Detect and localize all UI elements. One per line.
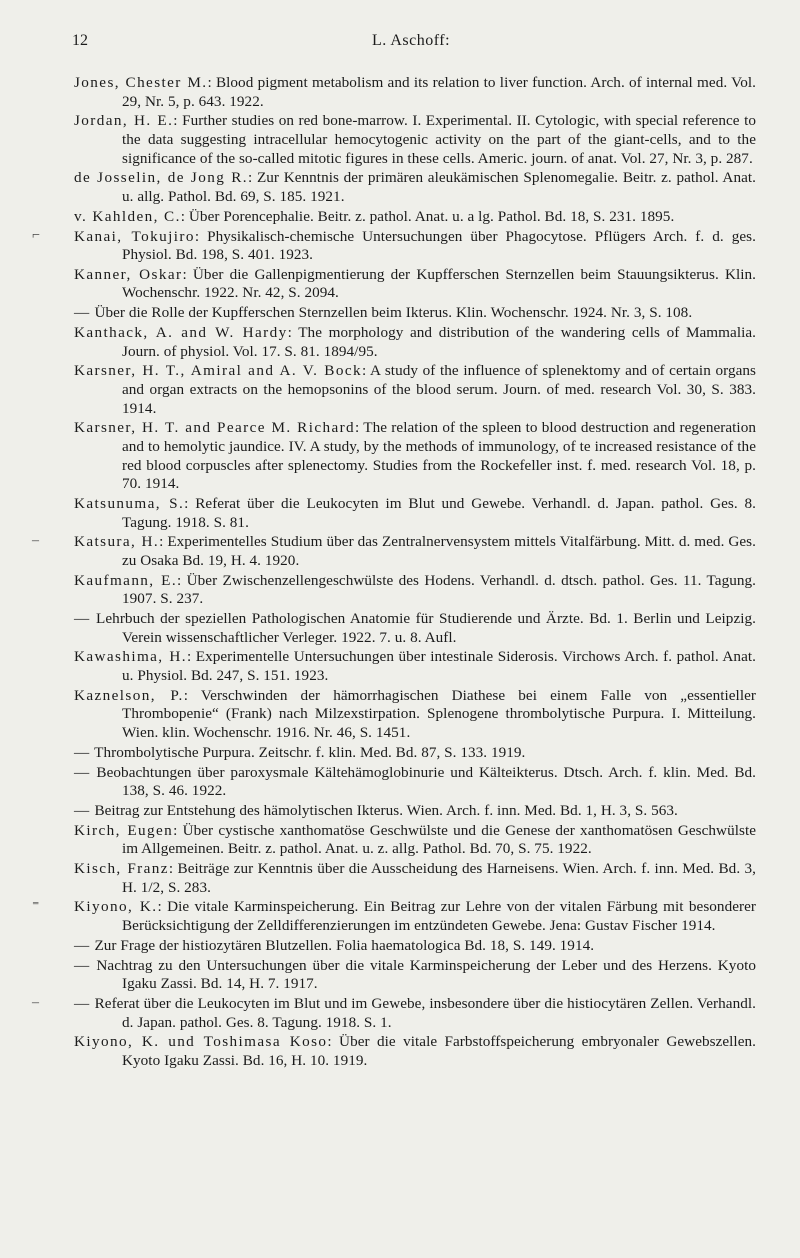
reference-text: Nachtrag zu den Untersuchungen über die vitale Karminspeicherung der Leber und des Herzens. Kyoto Igaku Zassi. Bd. 14, H. 7. 1917. bbox=[90, 956, 756, 993]
page-number: 12 bbox=[72, 32, 88, 49]
reference-entry bbox=[74, 74, 756, 111]
reference-author: Kirch, Eugen bbox=[74, 821, 174, 839]
reference-author: — bbox=[74, 801, 91, 819]
reference-separator: : bbox=[327, 1033, 332, 1051]
reference-author: Kanner, Oskar bbox=[74, 265, 183, 283]
reference-author: de Josselin, de Jong R. bbox=[74, 169, 248, 187]
reference-author: Kiyono, K. und Toshimasa Koso bbox=[74, 1033, 328, 1051]
reference-text: Referat über die Leukocyten im Blut und im Gewebe, insbesondere über die histiocytären Zellen. Verhandl. d. Japan. pathol. Ges. 8. Tagung. 1918. S. 1. bbox=[90, 995, 756, 1031]
reference-text: Über die Rolle der Kupfferschen Sternzellen beim Ikterus. Klin. Wochenschr. 1924. Nr. 3, S. 108. bbox=[90, 304, 693, 322]
reference-author: Kisch, Franz bbox=[74, 860, 169, 878]
margin-mark: – bbox=[32, 995, 39, 1010]
reference-text: Blood pigment metabolism and its relation to liver function. Arch. of internal med. Vol. 29, Nr. 5, p. 643. 1922. bbox=[122, 74, 756, 110]
reference-text: Referat über die Leukocyten im Blut und Gewebe. Verhandl. d. Japan. pathol. Ges. 8. Tagung. 1918. S. 81. bbox=[122, 494, 756, 531]
reference-entry bbox=[74, 304, 756, 323]
reference-text: Beiträge zur Kenntnis über die Ausscheidung des Harneisens. Wien. Arch. f. inn. Med. Bd. 3, H. 1/2, S. 283. bbox=[122, 860, 757, 896]
reference-text: Beitrag zur Entstehung des hämolytischen Ikterus. Wien. Arch. f. inn. Med. Bd. 1, H. 3, S. 563. bbox=[90, 801, 678, 819]
reference-entry bbox=[74, 610, 756, 647]
reference-entry bbox=[74, 495, 756, 532]
bibliography-list bbox=[74, 74, 756, 1072]
reference-text: Thrombolytische Purpura. Zeitschr. f. klin. Med. Bd. 87, S. 133. 1919. bbox=[90, 743, 526, 761]
reference-entry bbox=[74, 572, 756, 609]
reference-text: The morphology and distribution of the wandering cells of Mammalia. Journ. of physiol. Vol. 17. S. 81. 1894/95. bbox=[122, 324, 757, 360]
reference-entry bbox=[74, 208, 756, 227]
reference-text: Die vitale Karminspeicherung. Ein Beitrag zur Lehre von der vitalen Färbung mit besonderer Berücksichtigung der Zelldifferenzierungen im entzündeten Gewebe. Jena: Gustav Fischer 1914. bbox=[122, 898, 757, 935]
reference-text: Über die vitale Farbstoffspeicherung embryonaler Gewebszellen. Kyoto Igaku Zassi. Bd. 16, H. 10. 1919. bbox=[122, 1033, 756, 1069]
reference-entry bbox=[74, 362, 756, 418]
reference-separator: : bbox=[159, 533, 164, 551]
reference-entry bbox=[74, 324, 756, 361]
reference-entry bbox=[74, 687, 756, 743]
reference-separator: : bbox=[287, 324, 292, 342]
reference-text: Lehrbuch der speziellen Pathologischen Anatomie für Studierende und Ärzte. Bd. 1. Berlin und Leipzig. Verein wissenschaftlicher Verleger. 1922. 7. u. 8. Aufl. bbox=[90, 610, 756, 646]
reference-separator: : bbox=[177, 571, 182, 589]
reference-entry bbox=[74, 1033, 756, 1070]
reference-separator: : bbox=[207, 74, 212, 91]
reference-author: — bbox=[74, 743, 91, 761]
reference-entry bbox=[74, 957, 756, 994]
reference-separator: : bbox=[184, 494, 189, 512]
reference-entry bbox=[74, 937, 756, 956]
reference-author: Jordan, H. E. bbox=[74, 112, 174, 130]
reference-author: — bbox=[74, 763, 91, 781]
reference-separator: : bbox=[186, 648, 192, 666]
reference-author: Katsunuma, S. bbox=[74, 494, 185, 512]
reference-text: Beobachtungen über paroxysmale Kältehämoglobinurie und Kälteikterus. Dtsch. Arch. f. klin. Med. Bd. 138, S. 46. 1922. bbox=[90, 763, 756, 800]
reference-separator: : bbox=[361, 362, 367, 380]
reference-entry bbox=[74, 822, 756, 859]
reference-author: — bbox=[74, 304, 91, 322]
reference-entry bbox=[74, 995, 756, 1032]
reference-entry bbox=[74, 419, 756, 493]
reference-author: Karsner, H. T., Amiral and A. V. Bock bbox=[74, 362, 362, 380]
reference-text: Über Zwischenzellengeschwülste des Hodens. Verhandl. d. dtsch. pathol. Ges. 11. Tagung. 1907. S. 237. bbox=[122, 571, 756, 608]
reference-separator: : bbox=[173, 112, 178, 130]
reference-text: Experimentelles Studium über das Zentralnervensystem mittels Vitalfärbung. Mitt. d. med. Ges. zu Osaka Bd. 19, H. 4. 1920. bbox=[122, 533, 756, 569]
reference-author: Jones, Chester M. bbox=[74, 74, 208, 91]
reference-text: Über die Gallenpigmentierung der Kupfferschen Sternzellen beim Stauungsikterus. Klin. Wochenschr. 1922. Nr. 42, S. 2094. bbox=[122, 265, 757, 302]
reference-author: — bbox=[74, 936, 91, 954]
margin-mark: – bbox=[32, 533, 39, 548]
reference-text: Further studies on red bone-marrow. I. Experimental. II. Cytologic, with special reference to the data suggesting intracellular hemocytogenic activity on the part of the giant-cells, and to the significance of the so-called mitotic figures in these cells. Americ. journ. of anat. Vol. 27, Nr. 3, p. 287. bbox=[122, 112, 757, 167]
reference-author: Katsura, H. bbox=[74, 533, 160, 551]
reference-text: A study of the influence of splenektomy and of certain organs and organ extracts on the hemopsonins of the blood serum. Journ. of med. research Vol. 30, S. 383. 1914. bbox=[122, 362, 756, 417]
margin-mark: ⁼ bbox=[32, 899, 40, 914]
reference-separator: : bbox=[355, 419, 360, 437]
reference-entry bbox=[74, 802, 756, 821]
reference-text: Physikalisch-chemische Untersuchungen über Phagocytose. Pflügers Arch. f. d. ges. Physiol. Bd. 198, S. 401. 1923. bbox=[122, 227, 756, 264]
reference-separator: : bbox=[180, 207, 186, 225]
reference-entry bbox=[74, 860, 756, 897]
reference-text: Zur Frage der histiozytären Blutzellen. Folia haematologica Bd. 18, S. 149. 1914. bbox=[90, 936, 595, 954]
reference-separator: : bbox=[182, 265, 187, 283]
reference-separator: : bbox=[168, 860, 174, 878]
margin-mark: ⌐ bbox=[32, 228, 40, 243]
reference-author: — bbox=[74, 610, 91, 628]
reference-separator: : bbox=[247, 169, 253, 187]
reference-author: Kanai, Tokujiro bbox=[74, 227, 195, 245]
reference-author: Kaznelson, P. bbox=[74, 686, 184, 704]
reference-separator: : bbox=[194, 227, 200, 245]
reference-text: The relation of the spleen to blood destruction and regeneration and to hemolytic jaundice. IV. A study, by the methods of immunology, of te increased resistance of the red blood corpuscles after splenectomy. Studies from the Rockefeller inst. f. med. research Vol. 18, p. 70. 1914. bbox=[122, 419, 756, 493]
reference-text: Zur Kenntnis der primären aleukämischen Splenomegalie. Beitr. z. pathol. Anat. u. allg. Pathol. Bd. 69, S. 185. 1921. bbox=[122, 169, 757, 205]
reference-entry bbox=[74, 648, 756, 685]
reference-entry bbox=[74, 744, 756, 763]
reference-entry bbox=[74, 898, 756, 935]
page-header bbox=[72, 32, 750, 54]
reference-entry bbox=[74, 228, 756, 265]
reference-author: v. Kahlden, C. bbox=[74, 207, 181, 225]
reference-separator: : bbox=[183, 686, 188, 704]
reference-text: Über cystische xanthomatöse Geschwülste und die Genese der xanthomatösen Geschwülste im Allgemeinen. Beitr. z. pathol. Anat. u. z. allg. Pathol. Bd. 70, S. 75. 1922. bbox=[122, 821, 757, 858]
reference-entry bbox=[74, 169, 756, 206]
reference-author: — bbox=[74, 995, 91, 1012]
reference-text: Experimentelle Untersuchungen über intestinale Siderosis. Virchows Arch. f. pathol. Anat. u. Physiol. Bd. 247, S. 151. 1923. bbox=[122, 648, 756, 685]
reference-author: Kanthack, A. and W. Hardy bbox=[74, 324, 288, 342]
reference-entry bbox=[74, 112, 756, 168]
running-head: L. Aschoff: bbox=[371, 32, 451, 49]
reference-author: — bbox=[74, 956, 91, 974]
reference-text: Über Porencephalie. Beitr. z. pathol. Anat. u. a lg. Pathol. Bd. 18, S. 231. 1895. bbox=[185, 207, 675, 225]
reference-entry bbox=[74, 533, 756, 570]
reference-text: Verschwinden der hämorrhagischen Diathese bei einem Falle von „essentieller Thrombopenie“ (Frank) nach Milzexstirpation. Splenogene thrombolytische Purpura. I. Mitteilung. Wien. klin. Wochenschr. 1916. Nr. 46, S. 1451. bbox=[122, 686, 756, 741]
reference-entry bbox=[74, 764, 756, 801]
reference-author: Kaufmann, E. bbox=[74, 571, 178, 589]
reference-author: Kawashima, H. bbox=[74, 648, 187, 666]
reference-author: Kiyono, K. bbox=[74, 898, 158, 916]
reference-separator: : bbox=[157, 898, 162, 916]
reference-author: Karsner, H. T. and Pearce M. Richard bbox=[74, 419, 356, 437]
reference-entry bbox=[74, 266, 756, 303]
reference-separator: : bbox=[173, 821, 178, 839]
